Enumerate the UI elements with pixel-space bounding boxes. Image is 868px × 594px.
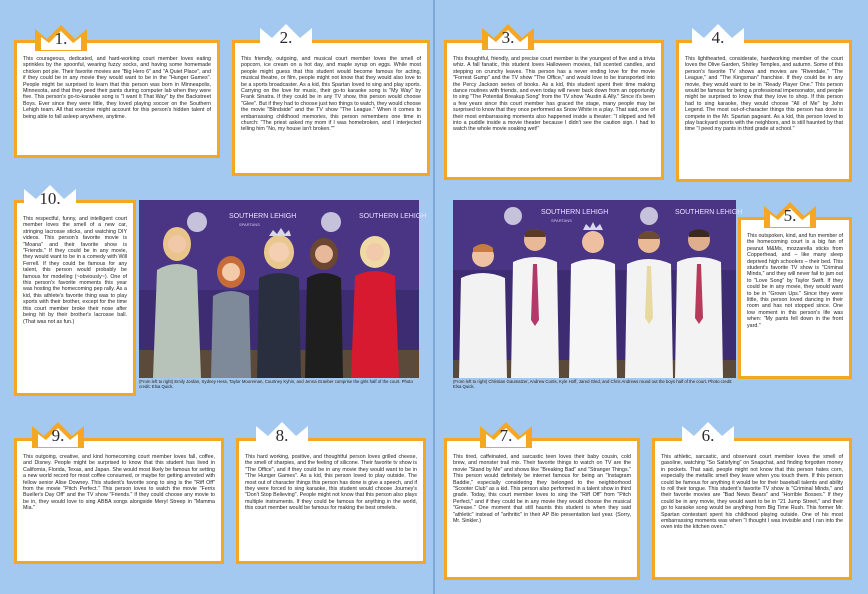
member-number: 6. <box>701 426 715 445</box>
member-text: This outgoing, creative, and kind homecoming court member loves fall, coffee, and Disney. People might be surprised to know that this student has lived in California, Florida, Texas, and Japan. She would most likely be famous for setting a new world record for most coffee consumed, or maybe for getting arrested with fellow senior Alise Downey. This student's favorite song to sing is the "Riff Off" from the movie "Pitch Perfect." This person loves to watch the movie "Ferris Bueller's Day Off" and the TV show "Friends." If they could choose any movie to be in, they would love to sing ABBA songs alongside Meryl Streep in "Mamma Mia." <box>23 454 215 512</box>
member-text: This thoughtful, friendly, and precise court member is the youngest of five and a trivia whiz. A fall fanatic, this student loves Halloween movies, fall scented candles, and stepping on crunchy leaves. This person has a never ending love for the movie "Forrest Gump" and the TV show "The Office," and would love to be transported into the Percy Jackson series of books. As a kid, this student spent their time making dance routines with friends, and even today will never back down from an opportunity to sing "The Potential Breakup Song" from the TV show "Austin & Ally." Since it's been a few years since this court member has graced the stage, many people may be surprised to know that they once performed as Snow White in a play. That said, one of their most embarrassing moments also happened inside a theater: "I slipped and fell into a puddle inside a movie theater because I didn't see the caution sign. I had to watch the whole movie soaking wet!" <box>453 56 655 133</box>
crown-badge-8 <box>254 420 310 450</box>
backdrop-text-2: SOUTHERN LEHIGH <box>675 209 743 216</box>
member-card-4 <box>676 40 852 182</box>
member-text: This courageous, dedicated, and hard-working court member loves eating sprinkles by the spoonful, wearing fuzzy socks, and having some homemade chicken pot pie. Their favorite movies are "Big Hero 6" and "A Quiet Place", and if they could be in any movie they would want to be in the "Hunger Games". People might be surprised to learn that this person was born in Minneapolis, Minnesota, and that they peed their pants during computer lab when they were five. This person's go-to-karaoke song is "I want It That Way" by the Backstreet Boys. Ever since they were little, they loved playing soccer on the Southern Lehigh team. All that exercise might account for this person's hidden talent of being able to fall asleep anywhere, anytime. <box>23 56 211 120</box>
member-number: 9. <box>51 426 65 445</box>
member-text: This friendly, outgoing, and musical court member loves the smell of popcorn, ice cream on a hot day, and maple syrup on eggs. While most people might guess that this student would become famous for acting, musical theatre, or film, people might not know that they would also love to be a sports broadcaster. As a kid, this Spartan loved to sing and play sports. Carrying on the love for music, their go-to karaoke song is "My Way" by Frank Sinatra. If they could be in any TV show, this person would choose "Glee". But if they had to choose just two things to watch, they would choose the movie "Blindside" and the TV show "The League." When it comes to embarrassing childhood memories, this person remembers one time in church: "The priest asked my mom if I was homebroken, and I interjected telling him "No, my house isn't broken."" <box>241 56 421 133</box>
member-card-7 <box>444 438 640 580</box>
crown-badge-3 <box>480 22 536 52</box>
member-text: This hard working, positive, and thoughtful person loves grilled cheese, the smell of sharpies, and the feeling of silicone. Their favorite tv show is "The Office", and if they could be in any movie they would want to be in "The Hunger Games". As a kid, this person loved to play outside. The most out of character things this person has done is give a speech, and if they were forced to sing karaoke, this student would choose Journey's "Don't Stop Believing". People might not know that this person also plays multiple instruments. If they could be famous for anything in the world, this court member would be famous for making the best omelets. <box>245 454 417 512</box>
member-number: 5. <box>783 206 797 225</box>
member-number: 3. <box>501 28 515 47</box>
member-text: This tired, caffeinated, and sarcastic teen loves their baby cousin, cold brew, and monster trail mix. Their favorite things to watch on TV are the movie "Stand by Me" and shows like "Breaking Bad" and "Stranger Things." This person would definitely be internet famous for being an "Instagram Baddie," especially considering they belonged to the neighborhood "Scooter Club" as a kid. This person also performed in a talent show in third grade. Today, this court member loves to sing the "Riff Off" from "Pitch Perfect," and if they could be in any movie they would choose the musical "Grease." One moment that still haunts this student is when they said "athletic" instead of "arthritic" in their AP Bio presentation last year. (Sorry, Mr. Sinkler.) <box>453 454 631 525</box>
member-card-1 <box>14 40 220 158</box>
member-number: 8. <box>275 426 289 445</box>
member-card-9 <box>14 438 224 564</box>
crown-badge-7 <box>478 420 534 450</box>
page-spine <box>433 0 435 594</box>
crown-badge-5 <box>762 200 818 230</box>
member-text: This athletic, sarcastic, and observant court member loves the smell of gasoline, watching "So Satisfying" on Snapchat, and finding forgotten money in pockets. That said, people might not know that this person hates corn, especially the metallic smell they leave when you touch them. If this person could be famous for anything it would be for their baseball talents and ability to roll their tongue. This student's favorite TV show is "Criminal Minds," and their favorite movies are "Bad News Bears" and "Horrible Bosses." If they could be in any movie, they would want to be in "21 Jump Street," and their go to karaoke song would be anything from Big Time Rush. This former Mr. Spartan contestant spent his childhood playing outside. One of his most embarrassing moments was when "I thought I was invisible and I ran into the oven into the kitchen oven." <box>661 454 843 531</box>
member-text: This outspoken, kind, and fun member of the homecoming court is a big fan of peanut M&Ms, mozzarella sticks from Copperhead, and – like many sleep deprived high schoolers – their bed. This student's favorite TV show is "Criminal Minds," and they will never fail to jam out to "Love Song" by Taylor Swift. If they could be in any movie, they would want to be in "Grown Ups." Since they were little, this person loved dancing in their room and has not stopped since. One low moment in this person's life was when: "My pants fell down in the front yard." <box>747 233 843 329</box>
member-number: 7. <box>499 426 513 445</box>
crown-badge-9 <box>30 420 86 450</box>
photo-caption-left: (From left to right) Emily Jordan, Sydney Hess, Taylor Mooreman, Courtney Kyhin, and Jenna Graeber comprise the girls half of the court. Photo credit: Elsa Quick. <box>139 379 413 389</box>
crown-badge-4 <box>690 22 746 52</box>
crown-badge-1 <box>33 23 89 53</box>
member-card-2 <box>232 40 430 176</box>
member-text: This lighthearted, considerate, hardworking member of the court loves the Olive Garden, Shirley Temples, and autumn. Some of this person's favorite TV shows and movies are "Riverdale," "The League," and "The Kingsman" franchise. If they could be in any movie, they would want to be in "Ready Player One." This person would be famous for being a professional impersonator, and people might be surprised to know that they love to shop. If this person had to sing karaoke, they would choose "All of Me" by John Legend. The most out-of-character things this person has done is compete in the Mr. Spartan pageant. As a kid, this person loved to play backyard sports with the neighbors, and is still haunted by that time "I peed my pants in third grade at school." <box>685 56 843 133</box>
backdrop-sub: SPARTANS <box>551 218 572 223</box>
backdrop-text: SOUTHERN LEHIGH <box>229 213 297 220</box>
member-number: 4. <box>711 28 725 47</box>
girls-court-photo <box>139 200 427 378</box>
crown-badge-2 <box>258 22 314 52</box>
photo-caption-right: (From left to right) Christian Gaumatzer, Andrew Curtis, Kyle Hoff, Jared Gled, and Chris Andrews round out the boys half of the court. Photo credit: Elsa Quick. <box>453 379 733 389</box>
member-card-10 <box>14 200 136 396</box>
crown-badge-6 <box>680 420 736 450</box>
member-card-6 <box>652 438 852 580</box>
member-card-5 <box>738 217 852 379</box>
member-text: This respectful, funny, and intelligent court member loves the smell of a new car, stringing lacrosse sticks, and watching DIY videos. This person's favorite movie is "Moana" and their favorite show is "Friends." If they could be in any movie, they would want to be in a comedy with Will Ferrell. If they could be famous for any talent, this person would probably be famous for modeling (~obviously~). One of this person's favorite moments this year was hosting the homecoming pep rally. As a kid, this athlete's favorite thing was to play sports with their brother, except for the time this court member broke their nose after being hit by their brother's lacrosse ball. (That was not as fun.) <box>23 216 127 325</box>
backdrop-sub: SPARTANS <box>239 222 260 227</box>
member-card-8 <box>236 438 426 564</box>
member-number: 1. <box>54 29 68 48</box>
member-number: 10. <box>39 189 61 208</box>
crown-badge-10 <box>22 183 78 213</box>
member-number: 2. <box>279 28 293 47</box>
member-card-3 <box>444 40 664 180</box>
backdrop-text: SOUTHERN LEHIGH <box>541 209 609 216</box>
backdrop-text-2: SOUTHERN LEHIGH <box>359 213 427 220</box>
boys-court-photo <box>453 200 743 378</box>
